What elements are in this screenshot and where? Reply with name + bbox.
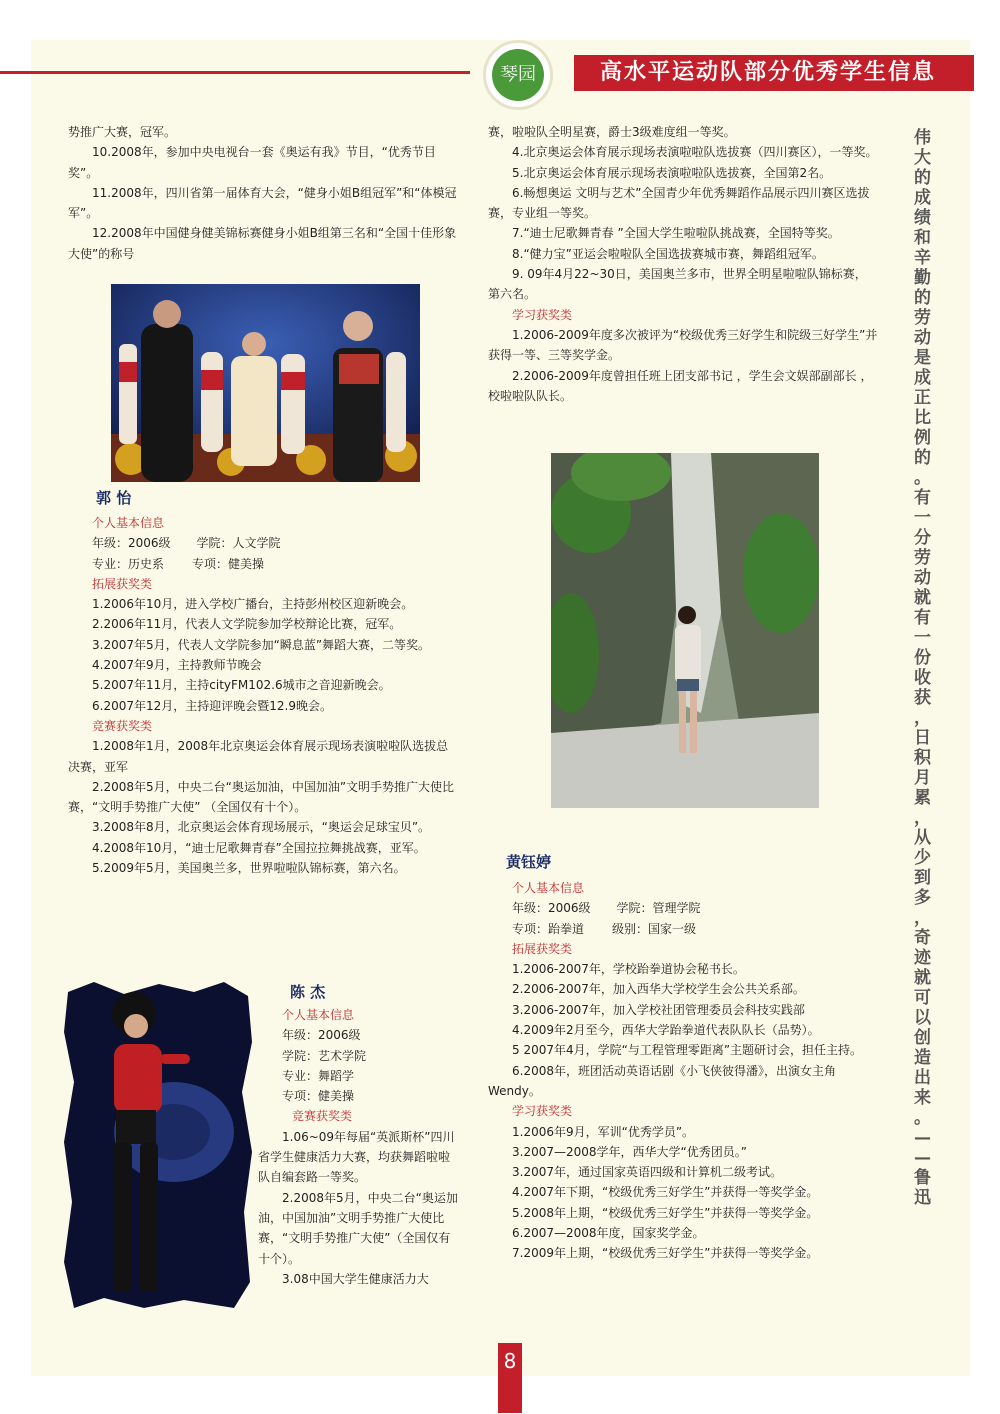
- text-line: 12.2008年中国健身健美锦标赛健身小姐B组第三名和“全国十佳形象大使”的称号: [68, 226, 457, 261]
- award-item: 3.08中国大学生健康活力大: [282, 1271, 429, 1286]
- guoyi-name: [96, 488, 131, 509]
- award-item: 5 2007年4月，学院“与工程管理零距离”主题研讨会，担任主持。: [512, 1043, 863, 1058]
- award-item: 3.2006-2007年，加入学校社团管理委员会科技实践部: [512, 1002, 805, 1017]
- section-heading: 学习获奖类: [512, 1104, 573, 1119]
- award-item: 6.2007年12月，主持迎评晚会暨12.9晚会。: [92, 698, 332, 713]
- award-item: 2.2008年5月，中央二台“奥运加油，中国加油”文明手势推广大使比赛，“文明手势推广大使”（全国仅有十个）。: [258, 1190, 458, 1266]
- award-item: 1.06~09年每届“英派斯杯”四川省学生健康活力大赛，均获舞蹈啦啦队自编套路一等奖。: [258, 1129, 455, 1185]
- award-item: 5.北京奥运会体育展示现场表演啦啦队选拔赛，全国第2名。: [512, 165, 832, 180]
- level-label: 级别：国家一级: [612, 921, 697, 936]
- award-item: 1.2006年9月，军训“优秀学员”。: [512, 1124, 695, 1139]
- award-item: 1.2006-2009年度多次被评为“校级优秀三好学生和院级三好学生”并获得一等、三等奖学金。: [488, 327, 878, 363]
- left-top-text: [68, 122, 460, 264]
- text-line: 11.2008年，四川省第一届体育大会，“健身小姐B组冠军”和“体模冠军”。: [68, 185, 457, 221]
- award-item: 3.2007年，通过国家英语四级和计算机二级考试。: [512, 1165, 782, 1180]
- award-item: 3.2008年8月，北京奥运会体育现场展示，“奥运会足球宝贝”。: [92, 820, 431, 835]
- award-item: 1.2006年10月，进入学校广播台，主持彭州校区迎新晚会。: [92, 597, 414, 612]
- grade-label: 年级：2006级: [92, 536, 171, 551]
- info-row: [68, 533, 460, 553]
- section-heading: 学习获奖类: [512, 307, 573, 322]
- award-item: 4.2008年10月，“迪士尼歌舞青春”全国拉拉舞挑战赛，亚军。: [92, 840, 426, 855]
- performer-photo: [64, 982, 252, 1308]
- college-label: 学院：人文学院: [196, 536, 281, 551]
- chenjie-name: [290, 982, 325, 1003]
- text-line: 势推广大赛，冠军。: [68, 125, 177, 139]
- grade-label: 年级：2006级: [512, 901, 591, 916]
- award-item: 2.2008年5月，中央二台“奥运加油，中国加油”文明手势推广大使比赛，“文明手势推广大使” （全国仅有十个）。: [68, 779, 455, 815]
- award-item: 6.2007—2008年度，国家奖学金。: [512, 1226, 705, 1241]
- section-heading: 竞赛获奖类: [92, 718, 153, 733]
- page-number: 8: [498, 1343, 522, 1413]
- school-logo: [483, 40, 553, 110]
- award-item: 1.2008年1月，2008年北京奥运会体育展示现场表演啦啦队选拔总决赛，亚军: [68, 739, 449, 774]
- award-item: 3.2007年5月，代表人文学院参加“瞬息蓝”舞蹈大赛，二等奖。: [92, 637, 431, 652]
- info-row: [488, 898, 880, 918]
- award-item: 5.2007年11月，主持cityFM102.6城市之音迎新晚会。: [92, 678, 391, 693]
- info-row: [488, 919, 880, 939]
- text-line: 10.2008年，参加中央电视台一套《奥运有我》节目，“优秀节目奖”。: [68, 145, 436, 180]
- grade-label: 年级：2006级: [282, 1028, 361, 1043]
- right-top-text: [488, 122, 878, 406]
- award-item: 8.“健力宝”亚运会啦啦队全国选拔赛城市赛，舞蹈组冠军。: [512, 246, 824, 261]
- page-title: 高水平运动队部分优秀学生信息: [574, 55, 974, 91]
- award-item: 6.2008年，班团活动英语话剧《小飞侠彼得潘》，出演女主角Wendy。: [488, 1063, 836, 1098]
- guoyi-profile: [68, 513, 460, 878]
- huang-name: [506, 852, 551, 873]
- award-item: 2.2006-2007年，加入西华大学校学生会公共关系部。: [512, 982, 805, 997]
- award-item: 7.2009年上期，“校级优秀三好学生”并获得一等奖学金。: [512, 1246, 819, 1261]
- award-item: 6.畅想奥运 文明与艺术”全国青少年优秀舞蹈作品展示四川赛区选拔赛，专业组一等奖。: [488, 185, 870, 221]
- award-item: 5.2008年上期，“校级优秀三好学生”并获得一等奖学金。: [512, 1205, 819, 1220]
- vertical-quote: 伟大的成绩和辛勤的劳动是成正比例的。有一分劳动就有一份收获，日积月累，从少到多，奇迹就可以创造出来。——鲁迅: [914, 128, 931, 1208]
- award-item: 2.2006-2009年度曾担任班上团支部书记 ，学生会文娱部副部长 ，校啦啦队队长。: [488, 368, 873, 403]
- info-row: [68, 554, 460, 574]
- section-heading: 个人基本信息: [282, 1008, 355, 1022]
- section-heading: 个人基本信息: [512, 881, 585, 895]
- section-heading: 拓展获奖类: [512, 941, 573, 956]
- college-label: 学院：艺术学院: [282, 1048, 367, 1063]
- student-name: 黄钰婷: [506, 853, 552, 871]
- logo-emblem: 琴园: [492, 49, 544, 101]
- major-label: 专业：舞蹈学: [282, 1068, 355, 1083]
- section-heading: 个人基本信息: [92, 516, 165, 530]
- award-item: 5.2009年5月，美国奥兰多，世界啦啦队锦标赛，第六名。: [92, 861, 406, 876]
- specialty-label: 专项：健美操: [192, 556, 265, 571]
- huang-profile: [488, 878, 880, 1264]
- award-item: 4.2007年9月，主持教师节晚会: [92, 658, 262, 673]
- award-item: 3.2007—2008学年，西华大学“优秀团员。”: [512, 1144, 747, 1159]
- award-item: 4.2009年2月至今，西华大学跆拳道代表队队长（品势）。: [512, 1023, 820, 1038]
- canyon-photo: [551, 453, 819, 808]
- chenjie-profile: [258, 1005, 458, 1289]
- award-item: 7.“迪士尼歌舞青春 ”全国大学生啦啦队挑战赛，全国特等奖。: [512, 226, 840, 241]
- major-label: 专业：历史系: [92, 556, 165, 571]
- specialty-label: 专项：跆拳道: [512, 921, 585, 936]
- text-line: 赛，啦啦队全明星赛，爵士3级难度组一等奖。: [488, 125, 736, 139]
- award-item: 9. 09年4月22~30日，美国奥兰多市，世界全明星啦啦队锦标赛，第六名。: [488, 267, 867, 302]
- stage-photo: [111, 284, 420, 482]
- award-item: 4.2007年下期，“校级优秀三好学生”并获得一等奖学金。: [512, 1185, 819, 1200]
- award-item: 2.2006年11月，代表人文学院参加学校辩论比赛，冠军。: [92, 617, 402, 632]
- student-name: 郭 怡: [96, 489, 132, 507]
- student-name: 陈 杰: [290, 983, 326, 1001]
- specialty-label: 专项：健美操: [282, 1089, 355, 1104]
- header-red-rule: [0, 71, 470, 74]
- section-heading: 拓展获奖类: [92, 576, 153, 591]
- section-heading: 竞赛获奖类: [292, 1109, 353, 1124]
- award-item: 1.2006-2007年，学校跆拳道协会秘书长。: [512, 962, 745, 977]
- award-item: 4.北京奥运会体育展示现场表演啦啦队选拔赛（四川赛区），一等奖。: [512, 145, 878, 160]
- college-label: 学院：管理学院: [616, 901, 701, 916]
